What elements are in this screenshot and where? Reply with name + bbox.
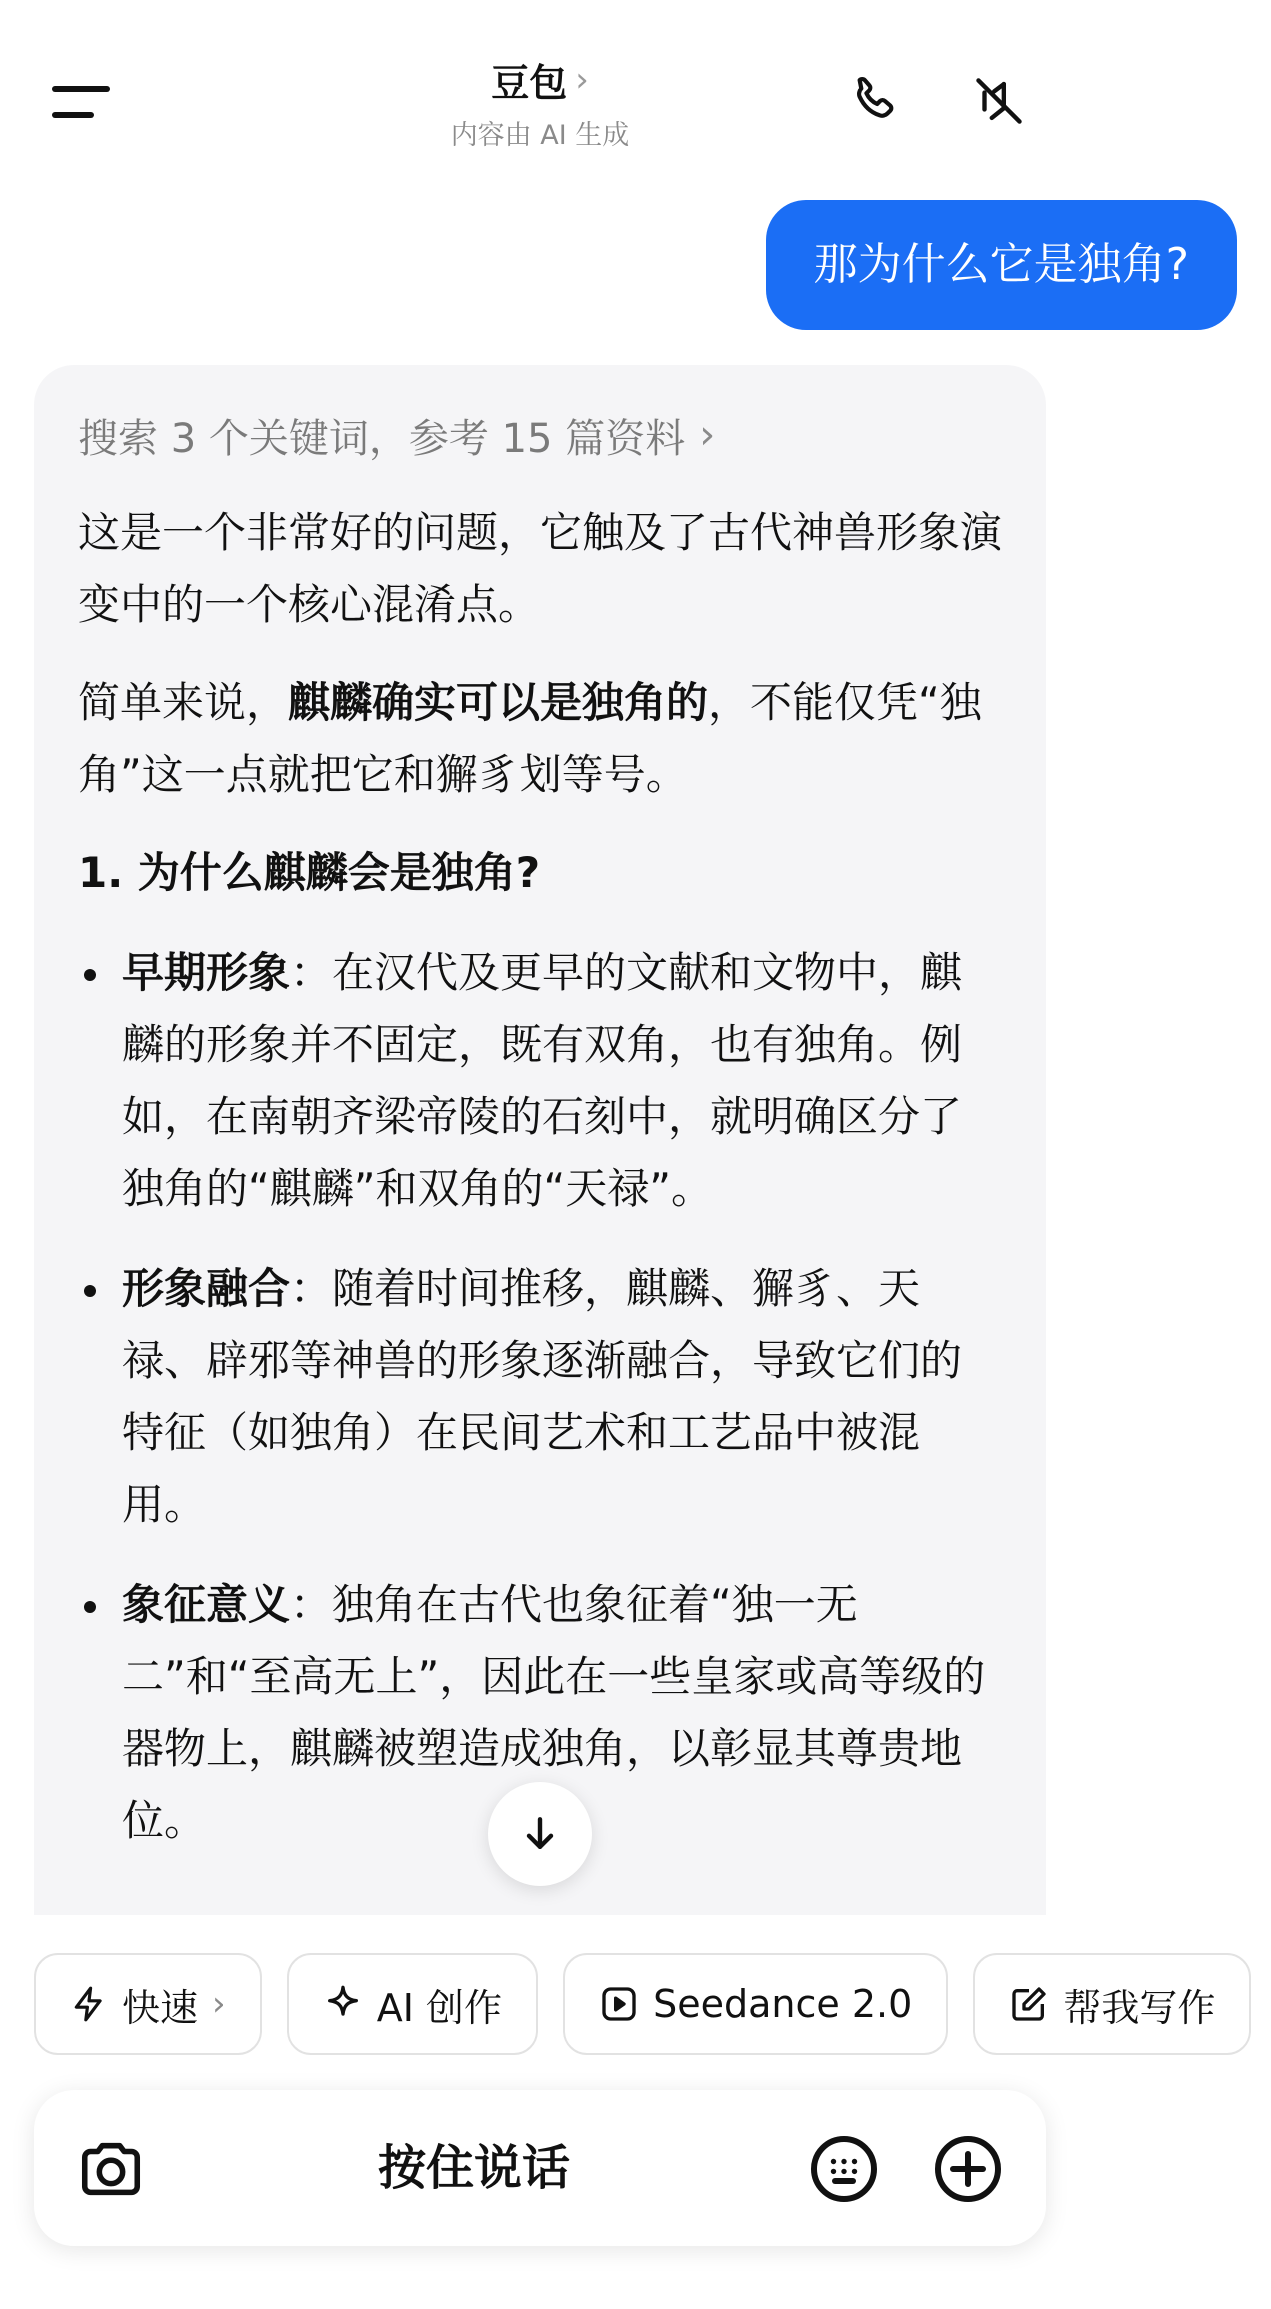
keyboard-icon[interactable] [808,2133,880,2205]
search-references-link[interactable] [78,399,1002,471]
arrow-down-icon [518,1812,562,1856]
chat-title-area[interactable] [340,52,740,152]
plus-icon[interactable] [932,2133,1004,2205]
bullet-text: ：在汉代及更早的文献和文物中，麒麟的形象并不固定，既有双角，也有独角。例如，在南朝齐梁帝陵的石刻中，就明确区分了独角的“麒麟”和双角的“天禄”。 [122,948,963,1213]
top-bar [0,0,1080,180]
lightning-icon [70,1985,108,2023]
bullet-title: 早期形象 [122,948,291,997]
assistant-answer-card [34,365,1046,1915]
menu-icon[interactable] [52,82,112,122]
chevron-right-icon: › [212,1984,226,2024]
summary-prefix: 简单来说， [78,678,289,727]
bullet-item [78,1253,1002,1541]
bullet-text: ：独角在古代也象征着“独一无二”和“至高无上”，因此在一些皇家或高等级的器物上，麒麟被塑造成独角，以彰显其尊贵地位。 [122,1580,986,1845]
chip-seedance[interactable] [563,1953,948,2055]
search-references-text: 搜索 3 个关键词，参考 15 篇资料 [78,415,686,462]
chip-write[interactable] [973,1953,1251,2055]
summary-bold: 麒麟确实可以是独角的 [288,678,709,727]
answer-intro: 这是一个非常好的问题，它触及了古代神兽形象演变中的一个核心混淆点。 [78,508,1003,629]
user-message-bubble[interactable]: 那为什么它是独角? [766,200,1237,330]
chip-label: 快速 [122,1985,199,2030]
bullet-title: 象征意义 [122,1580,291,1629]
bullet-text: ：随着时间推移，麒麟、獬豸、天禄、辟邪等神兽的形象逐渐融合，导致它们的特征（如独角）在民间艺术和工艺品中被混用。 [122,1264,963,1529]
video-icon [599,1984,639,2024]
section-heading: 1. 为什么麒麟会是独角? [78,848,541,897]
page-title[interactable]: 豆包 [491,61,568,105]
title-chevron-icon: › [575,59,589,100]
chip-label: Seedance 2.0 [653,1982,913,2026]
edit-icon [1009,1984,1049,2024]
chip-label: 帮我写作 [1063,1985,1216,2030]
mute-icon[interactable] [970,72,1028,130]
quick-action-chips [34,1953,1216,2055]
phone-icon[interactable] [848,72,904,128]
chip-fast-mode[interactable] [34,1953,262,2055]
bullet-item [78,937,1002,1225]
hold-to-talk-button[interactable]: 按住说话 [377,2140,570,2196]
answer-summary [78,667,1002,811]
input-bar [34,2090,1046,2246]
ai-generated-notice: 内容由 AI 生成 [450,120,630,151]
summary-suffix: ，不能仅凭“独角”这一点就把它和獬豸划等号。 [78,678,982,799]
bullet-title: 形象融合 [122,1264,291,1313]
scroll-to-bottom-button[interactable] [488,1782,592,1886]
chip-ai-create[interactable] [287,1953,538,2055]
chevron-right-icon: › [699,412,716,458]
sparkle-icon [323,1984,363,2024]
chip-label: AI 创作 [376,1985,503,2030]
camera-icon[interactable] [76,2134,146,2204]
